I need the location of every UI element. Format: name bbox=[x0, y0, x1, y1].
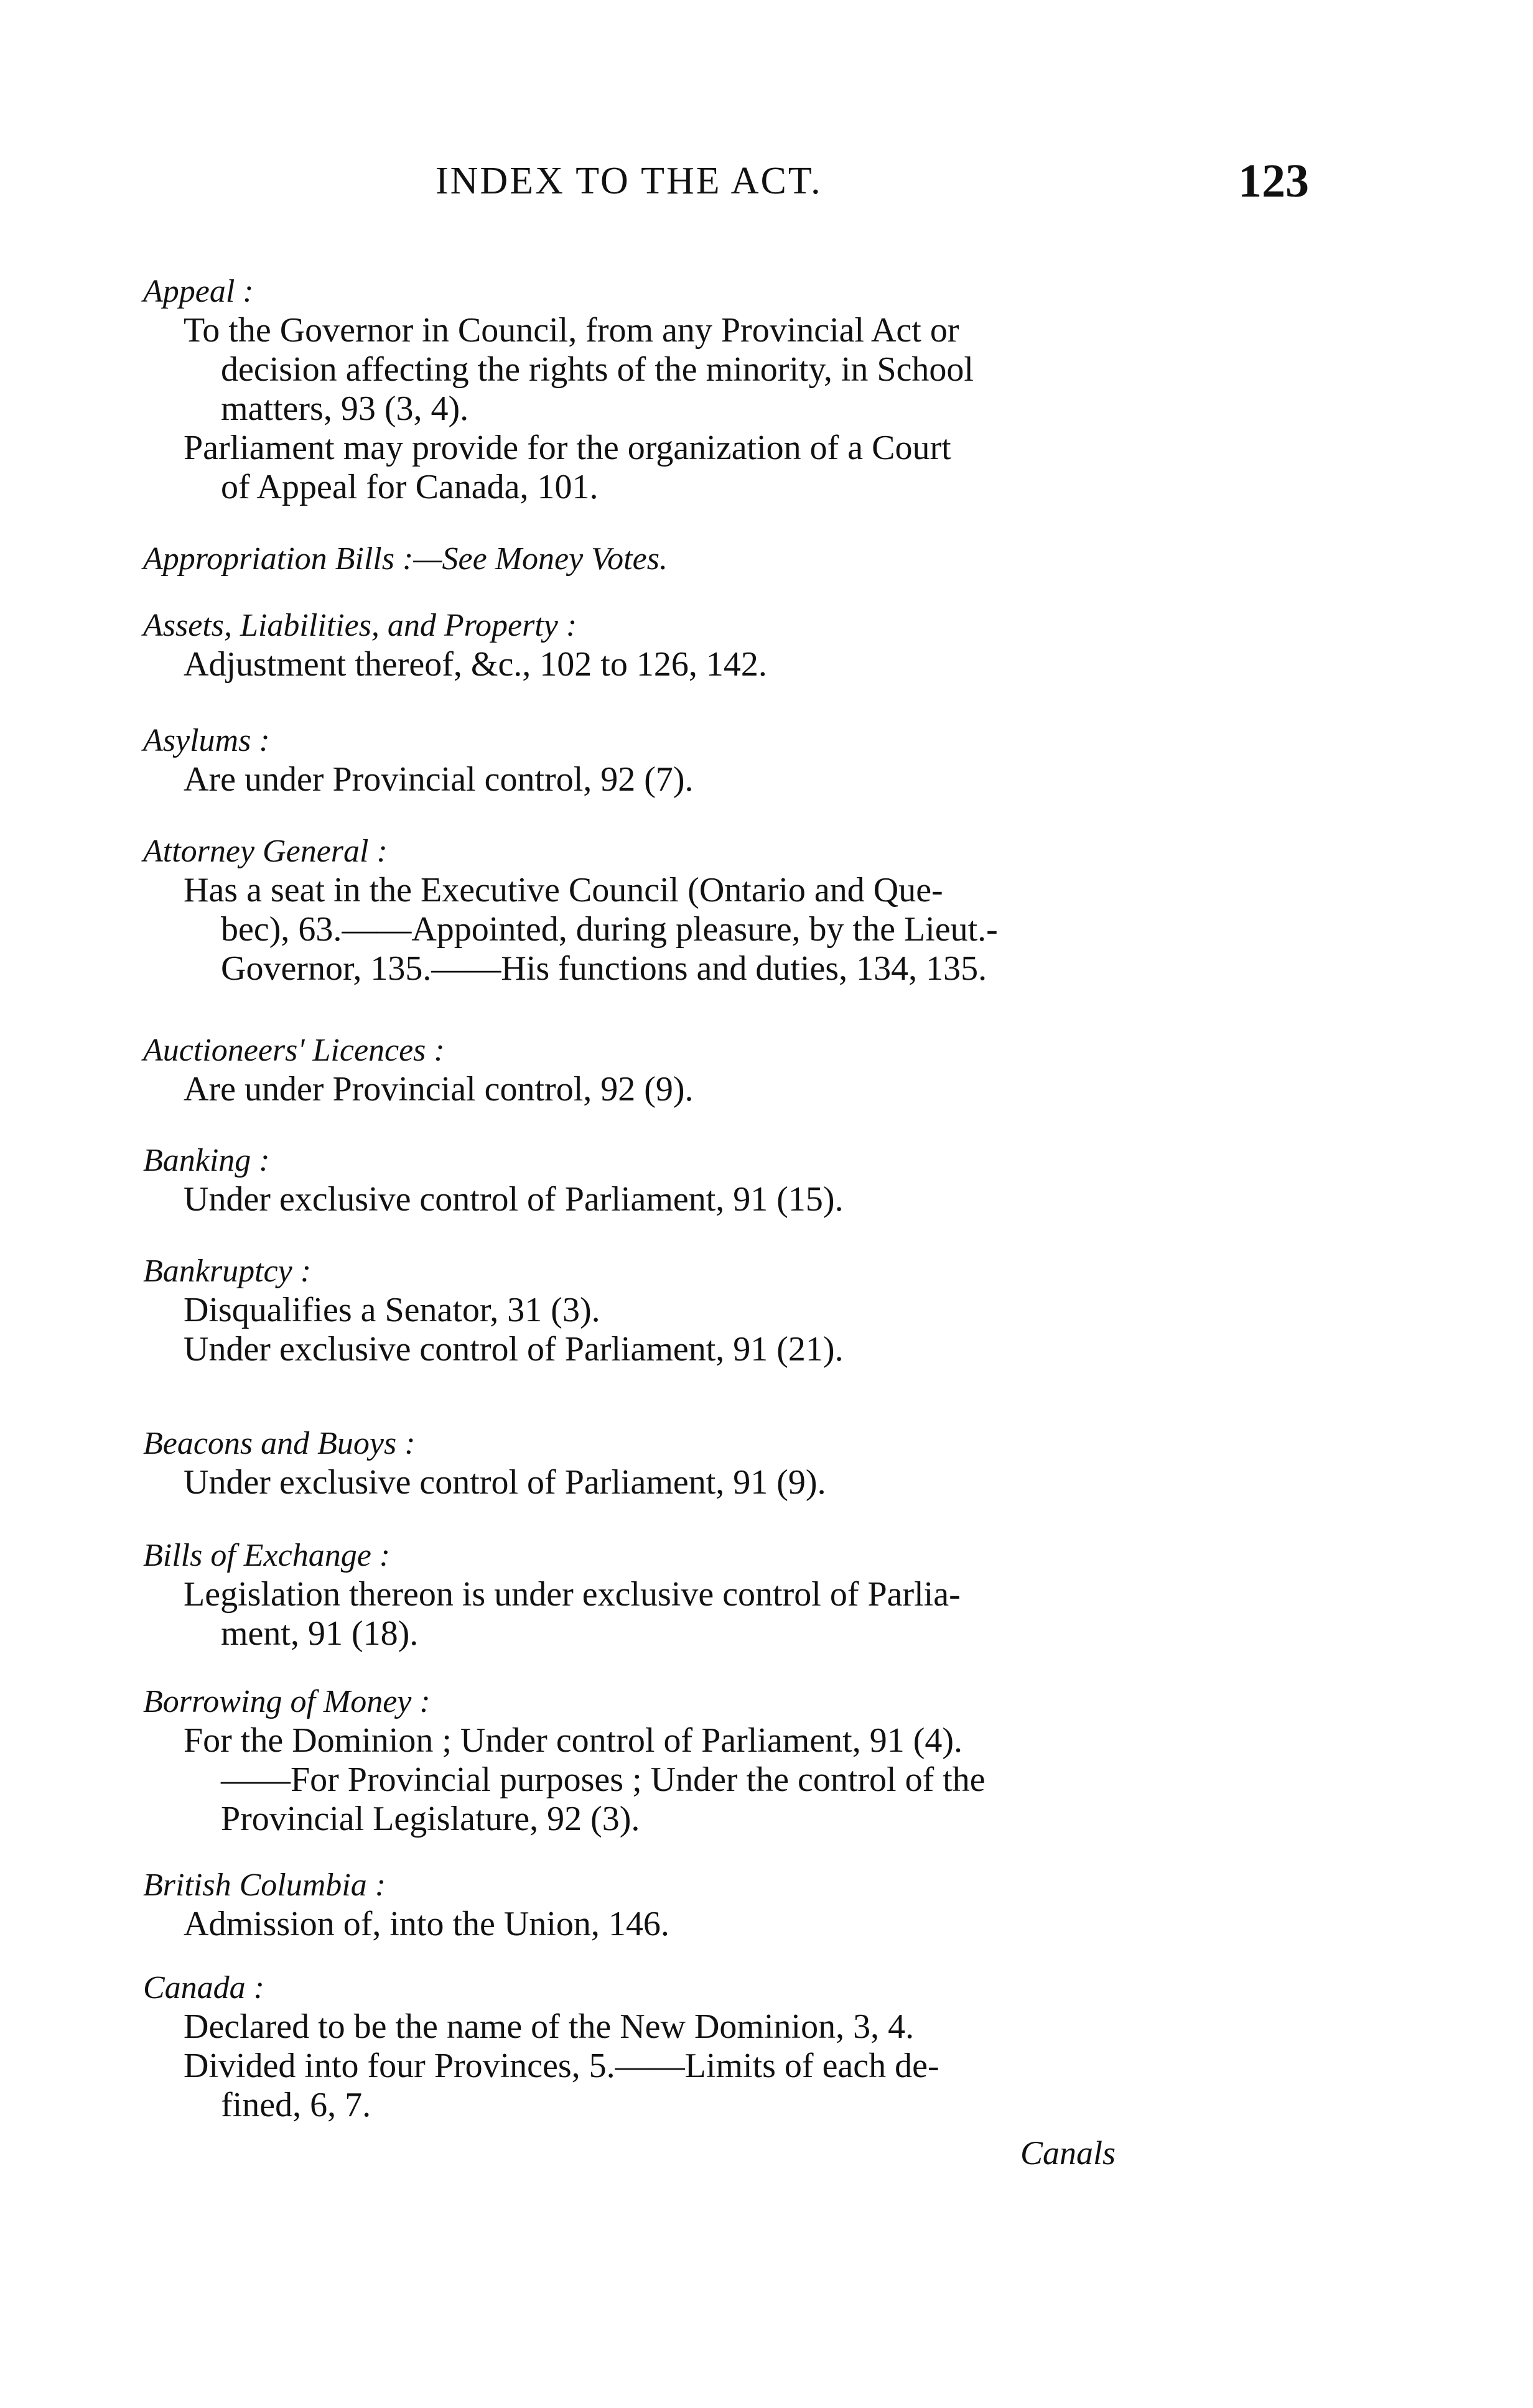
index-entry bbox=[143, 1141, 1176, 1219]
entry-line: For the Dominion ; Under control of Parliament, 91 (4). bbox=[184, 1721, 962, 1760]
index-entry bbox=[143, 1031, 1176, 1109]
entry-subentry bbox=[143, 871, 1176, 988]
entry-line: bec), 63.——Appointed, during pleasure, by the Lieut.- bbox=[221, 910, 998, 949]
index-entry bbox=[143, 607, 1176, 684]
entry-line: Governor, 135.——His functions and duties, 134, 135. bbox=[221, 949, 987, 988]
entry-line: of Appeal for Canada, 101. bbox=[221, 468, 599, 506]
entry-subentry bbox=[143, 2047, 1176, 2125]
index-entry bbox=[143, 1866, 1176, 1944]
entry-line: Adjustment thereof, &c., 102 to 126, 142. bbox=[184, 645, 767, 684]
entry-subentry bbox=[143, 1575, 1176, 1653]
entry-subentry bbox=[143, 760, 1176, 799]
entry-line: Are under Provincial control, 92 (7). bbox=[184, 760, 694, 799]
index-entry bbox=[143, 540, 1176, 579]
entry-subentry bbox=[143, 1070, 1176, 1109]
entry-subentry bbox=[143, 1330, 1176, 1369]
entry-subentry bbox=[143, 2007, 1176, 2047]
entry-subentry bbox=[143, 1180, 1176, 1219]
entry-line: decision affecting the rights of the minority, in School bbox=[221, 350, 974, 389]
index-entry bbox=[143, 1252, 1176, 1369]
entry-heading: Borrowing of Money : bbox=[143, 1684, 431, 1719]
entry-line: Under exclusive control of Parliament, 91 (21). bbox=[184, 1330, 844, 1369]
entry-line: ment, 91 (18). bbox=[221, 1614, 419, 1653]
entry-heading: Attorney General : bbox=[143, 834, 388, 869]
index-entry bbox=[143, 1683, 1176, 1839]
entry-subentry bbox=[143, 1463, 1176, 1502]
entry-heading: Banking : bbox=[143, 1143, 270, 1178]
entry-line: Declared to be the name of the New Dominion, 3, 4. bbox=[184, 2007, 915, 2046]
entry-line: Parliament may provide for the organization of a Court bbox=[184, 429, 951, 467]
entry-line: Divided into four Provinces, 5.——Limits of each de- bbox=[184, 2047, 939, 2085]
entry-line: Under exclusive control of Parliament, 91 (15). bbox=[184, 1180, 844, 1219]
page-number: 123 bbox=[1238, 155, 1309, 207]
entry-heading: Beacons and Buoys : bbox=[143, 1426, 416, 1461]
entry-subentry bbox=[143, 1721, 1176, 1839]
entry-heading: Auctioneers' Licences : bbox=[143, 1033, 445, 1068]
entry-subentry bbox=[143, 311, 1176, 429]
entry-line: Has a seat in the Executive Council (Ontario and Que- bbox=[184, 871, 943, 909]
entry-line: Provincial Legislature, 92 (3). bbox=[221, 1800, 640, 1838]
entry-heading: Appropriation Bills :—See Money Votes. bbox=[143, 541, 668, 577]
entry-line: Legislation thereon is under exclusive control of Parlia- bbox=[184, 1575, 961, 1614]
entry-heading: Assets, Liabilities, and Property : bbox=[143, 608, 577, 643]
entry-heading: Asylums : bbox=[143, 723, 270, 758]
entry-heading: Bills of Exchange : bbox=[143, 1538, 391, 1573]
entry-line: Are under Provincial control, 92 (9). bbox=[184, 1070, 694, 1109]
entry-heading: Canada : bbox=[143, 1970, 264, 2006]
entry-line: Under exclusive control of Parliament, 91 (9). bbox=[184, 1463, 826, 1502]
index-entry bbox=[143, 1425, 1176, 1502]
entry-line: To the Governor in Council, from any Provincial Act or bbox=[184, 311, 959, 350]
index-entry bbox=[143, 272, 1176, 507]
entry-heading: Appeal : bbox=[143, 274, 254, 309]
entry-line: fined, 6, 7. bbox=[221, 2086, 371, 2124]
index-entry bbox=[143, 832, 1176, 988]
entry-heading: Bankruptcy : bbox=[143, 1253, 312, 1289]
entry-line: ——For Provincial purposes ; Under the control of the bbox=[221, 1760, 986, 1799]
index-entry bbox=[143, 1969, 1176, 2125]
entry-line: Disqualifies a Senator, 31 (3). bbox=[184, 1291, 600, 1329]
entry-subentry bbox=[143, 645, 1176, 684]
entry-line: Admission of, into the Union, 146. bbox=[184, 1905, 669, 1943]
entry-line: matters, 93 (3, 4). bbox=[221, 389, 469, 428]
entry-subentry bbox=[143, 1905, 1176, 1944]
entry-subentry bbox=[143, 429, 1176, 507]
entry-subentry bbox=[143, 1291, 1176, 1330]
index-entry bbox=[143, 722, 1176, 799]
running-header: INDEX TO THE ACT. bbox=[436, 160, 822, 202]
index-entry bbox=[143, 1536, 1176, 1653]
catchword: Canals bbox=[1020, 2134, 1116, 2172]
entry-heading: British Columbia : bbox=[143, 1867, 386, 1903]
